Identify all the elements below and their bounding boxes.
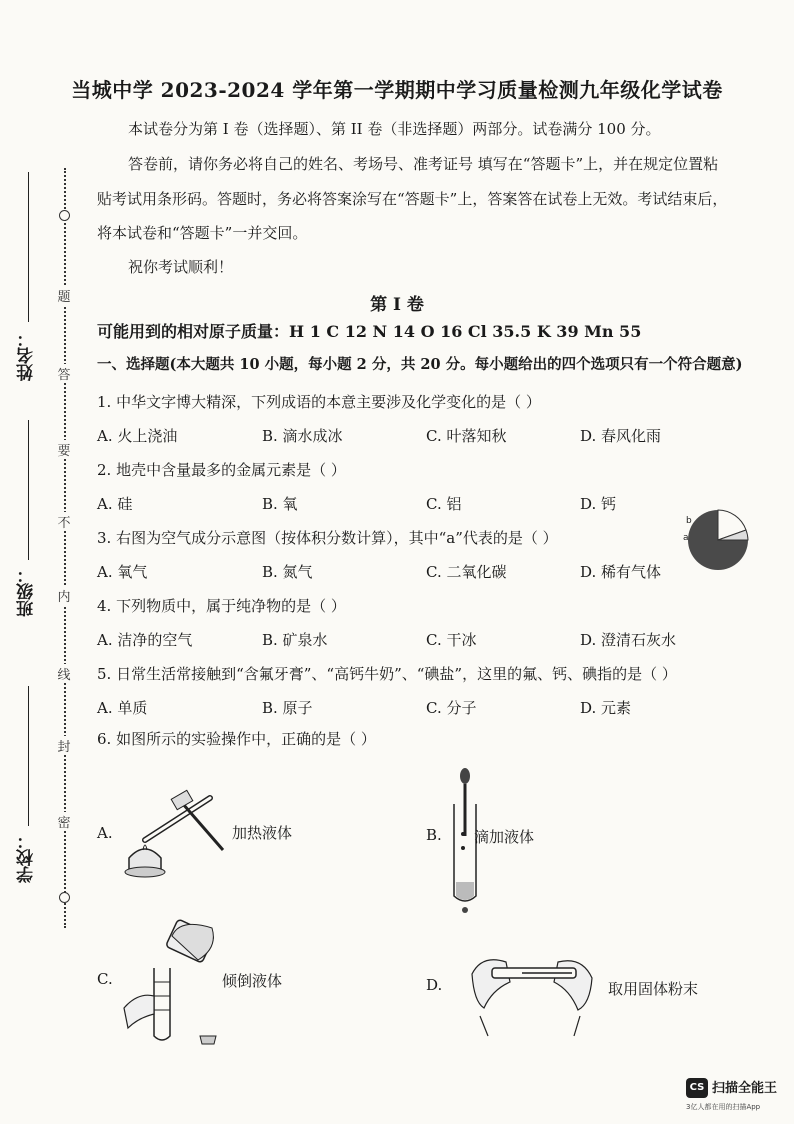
option: D. 稀有气体 <box>580 563 662 581</box>
figure-label: 滴加液体 <box>474 828 535 846</box>
figure-letter: B. <box>426 826 442 844</box>
intro-line-1: 本试卷分为第 I 卷（选择题）、第 II 卷（非选择题）两部分。试卷满分 100 分。 <box>128 120 661 138</box>
camscanner-logo-icon: CS <box>686 1078 708 1098</box>
binding-circle-bottom <box>59 892 70 903</box>
question-stem: 4. 下列物质中，属于纯净物的是（ ） <box>97 597 346 615</box>
option: D. 元素 <box>580 699 632 717</box>
class-fill-line <box>28 420 29 560</box>
option: B. 原子 <box>262 699 313 717</box>
school-label: 学校： <box>17 832 37 883</box>
intro-wish: 祝你考试顺利！ <box>128 258 234 276</box>
exam-title: 当城中学 2023-2024 学年第一学期期中学习质量检测九年级化学试卷 <box>71 78 723 102</box>
option: C. 分子 <box>426 699 477 717</box>
figure-letter: D. <box>426 976 443 994</box>
option: B. 氧 <box>262 495 298 513</box>
pouring-liquid-figure <box>120 918 230 1048</box>
option: C. 铝 <box>426 495 462 513</box>
option: C. 二氧化碳 <box>426 563 507 581</box>
option: B. 氮气 <box>262 563 313 581</box>
section-title: 第 I 卷 <box>370 295 424 315</box>
option: C. 叶落知秋 <box>426 427 507 445</box>
intro-line-4: 将本试卷和“答题卡”一并交回。 <box>97 224 308 242</box>
option: A. 火上浇油 <box>97 427 178 445</box>
air-composition-pie-figure <box>680 500 750 580</box>
question-stem: 6. 如图所示的实验操作中，正确的是（ ） <box>97 730 376 748</box>
seal-char: 题 <box>54 286 74 305</box>
name-label: 姓名： <box>17 330 37 381</box>
camscanner-name: 扫描全能王 <box>712 1081 778 1096</box>
figure-letter: A. <box>97 824 113 842</box>
seal-char: 内 <box>54 586 74 605</box>
option: A. 氧气 <box>97 563 148 581</box>
option: A. 单质 <box>97 699 148 717</box>
option: C. 干冰 <box>426 631 477 649</box>
intro-line-2: 答卷前，请你务必将自己的姓名、考场号、准考证号 填写在“答题卡”上，并在规定位置粘 <box>128 155 719 173</box>
seal-char: 要 <box>54 440 74 459</box>
option: B. 矿泉水 <box>262 631 328 649</box>
figure-letter: C. <box>97 970 113 988</box>
question-stem: 3. 右图为空气成分示意图（按体积分数计算），其中“a”代表的是（ ） <box>97 529 558 547</box>
school-fill-line <box>28 686 29 826</box>
taking-solid-powder-figure <box>462 944 602 1044</box>
option: A. 洁净的空气 <box>97 631 193 649</box>
part-header: 一、选择题(本大题共 10 小题，每小题 2 分，共 20 分。每小题给出的四个选项只有一个符合题意) <box>97 356 743 373</box>
seal-char: 答 <box>54 364 74 383</box>
question-stem: 5. 日常生活常接触到“含氟牙膏”、“高钙牛奶”、“碘盐”，这里的氟、钙、碘指的是（ ） <box>97 665 677 683</box>
camscanner-tagline: 3亿人都在用的扫描App <box>686 1103 761 1111</box>
pie-label-b: b <box>686 516 692 526</box>
question-stem: 2. 地壳中含量最多的金属元素是（ ） <box>97 461 346 479</box>
option: D. 澄清石灰水 <box>580 631 677 649</box>
option: D. 钙 <box>580 495 617 513</box>
binding-circle-top <box>59 210 70 221</box>
heating-liquid-figure <box>115 770 235 890</box>
class-label: 班级： <box>17 566 37 617</box>
figure-label: 加热液体 <box>232 824 293 842</box>
seal-char: 密 <box>54 812 74 831</box>
option: A. 硅 <box>97 495 133 513</box>
seal-char: 封 <box>54 736 74 755</box>
intro-line-3: 贴考试用条形码。答题时，务必将答案涂写在“答题卡”上，答案答在试卷上无效。考试结束后， <box>97 190 728 208</box>
seal-char: 不 <box>54 512 74 531</box>
seal-char: 线 <box>54 664 74 683</box>
option: B. 滴水成冰 <box>262 427 343 445</box>
figure-label: 倾倒液体 <box>222 972 283 990</box>
figure-label: 取用固体粉末 <box>608 980 699 998</box>
pie-label-a: a <box>683 533 689 543</box>
question-stem: 1. 中华文字博大精深，下列成语的本意主要涉及化学变化的是（ ） <box>97 393 541 411</box>
option: D. 春风化雨 <box>580 427 662 445</box>
atomic-mass-line: 可能用到的相对原子质量：H 1 C 12 N 14 O 16 Cl 35.5 K 39 Mn 55 <box>97 322 642 341</box>
